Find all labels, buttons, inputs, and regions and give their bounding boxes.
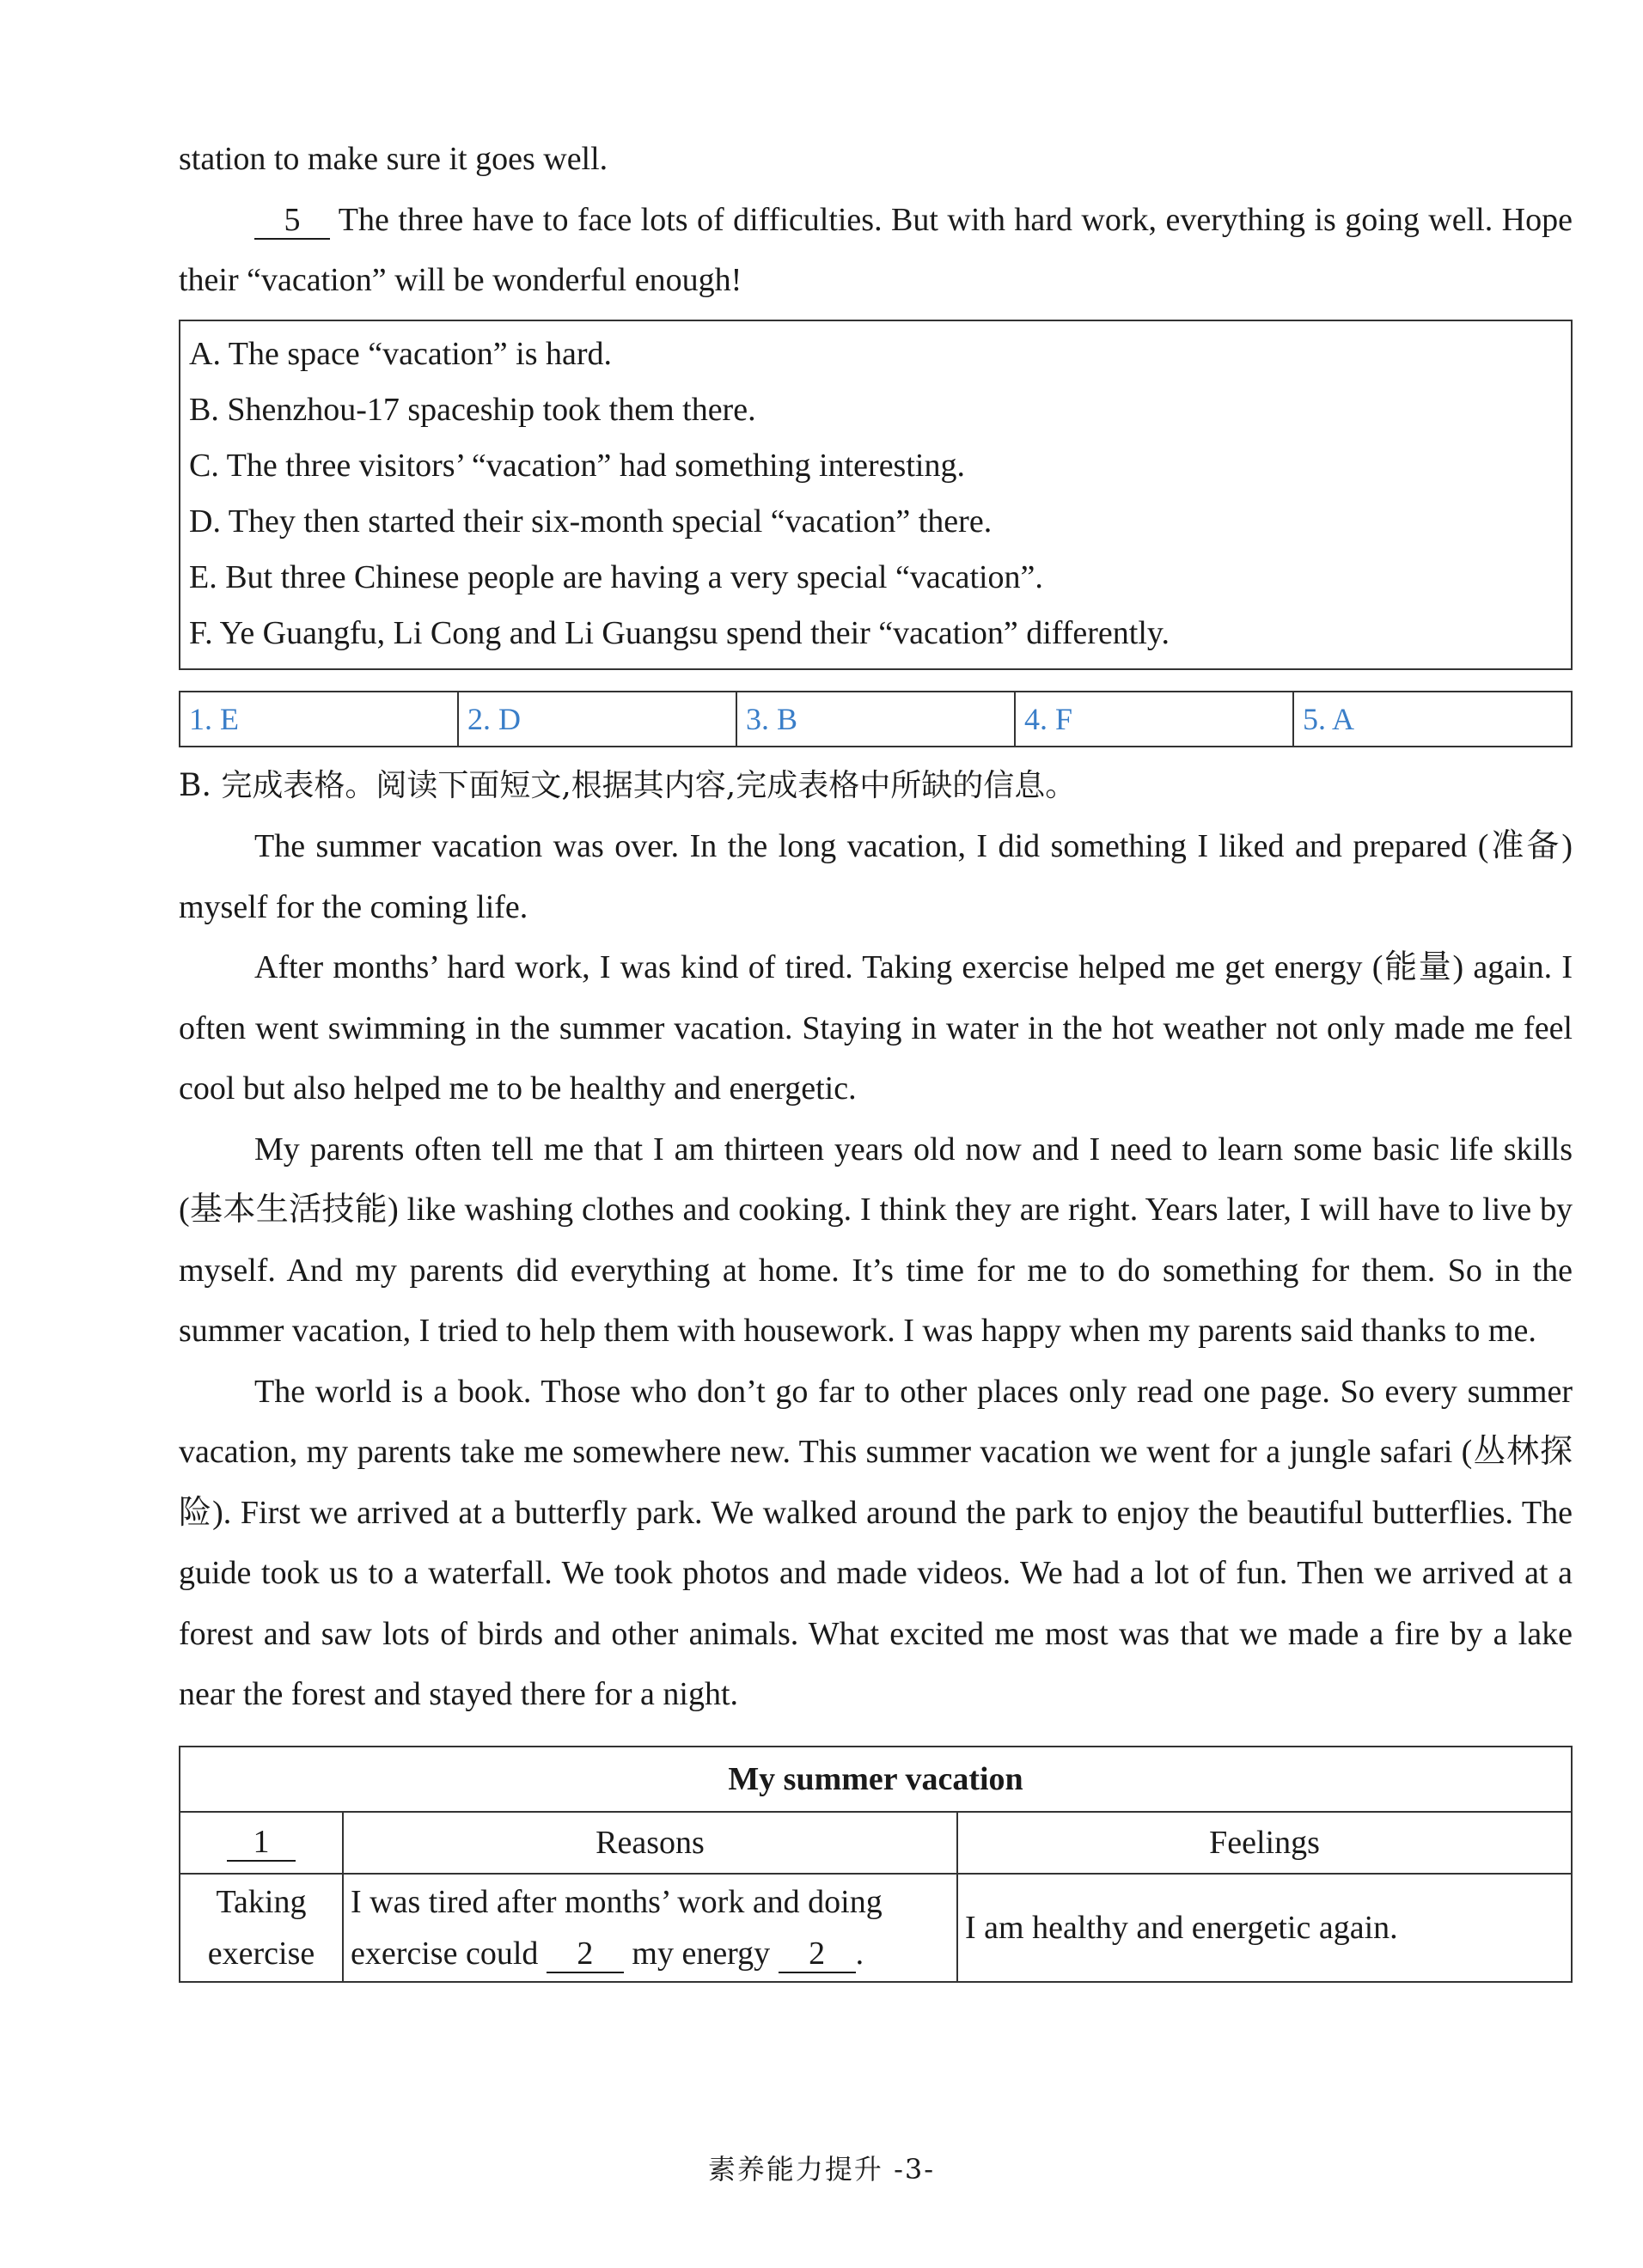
reason-text: . xyxy=(855,1935,864,1972)
answer-1: 1. E xyxy=(180,692,459,746)
option-b: B. Shenzhou-17 spaceship took them there. xyxy=(189,391,756,428)
reason-line-1: I was tired after months’ work and doing xyxy=(351,1883,883,1920)
answer-blank: 5 xyxy=(254,203,330,241)
page-footer: 素养能力提升 -3- xyxy=(707,2153,936,2186)
table-title-row xyxy=(180,1747,1572,1812)
activity-line-2: exercise xyxy=(207,1935,315,1972)
option-d: D. They then started their six-month special “vacation” there. xyxy=(189,503,993,540)
section-b-paragraph-2: After months’ hard work, I was kind of tired. Taking exercise helped me get energy (能量) again. I often went swimming in the summer vacation. Staying in water in the hot weather not only made me feel cool but also helped me to be healthy and energetic. xyxy=(179,949,1573,1107)
table-header-reasons: Reasons xyxy=(343,1812,957,1874)
answer-blank: 2 xyxy=(547,1936,624,1974)
answer-3: 3. B xyxy=(737,692,1016,746)
reason-text: my energy xyxy=(632,1935,771,1972)
activity-line-1: Taking xyxy=(216,1883,307,1920)
table-cell-reason xyxy=(343,1874,957,1982)
summer-vacation-table xyxy=(179,1746,1573,1983)
paragraph-text: The three have to face lots of difficulties. But with hard work, everything is going well. Hope their “vacation” will be wonderful enough! xyxy=(179,201,1573,298)
passage-line: station to make sure it goes well. xyxy=(179,141,608,177)
option-a: A. The space “vacation” is hard. xyxy=(189,335,613,372)
section-b-heading: B. 完成表格。阅读下面短文,根据其内容,完成表格中所缺的信息。 xyxy=(179,767,1077,803)
answer-5: 5. A xyxy=(1303,701,1355,736)
table-header-feelings: Feelings xyxy=(957,1812,1572,1874)
table-title: My summer vacation xyxy=(180,1747,1572,1812)
worksheet-page xyxy=(179,129,1573,1983)
answer-blank: 2 xyxy=(779,1936,856,1974)
reason-line-2 xyxy=(351,1928,956,1979)
passage-paragraph-5 xyxy=(179,190,1573,311)
section-b-paragraph-3: My parents often tell me that I am thirteen years old now and I need to learn some basic life skills (基本生活技能) like washing clothes and cooking. I think they are right. Years later, I will have to live by myself. And my parents did everything at home. It’s time for me to do something for them. So in the summer vacation, I tried to help them with housework. I was happy when my parents said thanks to me. xyxy=(179,1131,1573,1349)
table-cell-feeling: I am healthy and energetic again. xyxy=(957,1874,1572,1982)
section-b-paragraph-1: The summer vacation was over. In the long vacation, I did something I liked and prepared (准备) myself for the coming life. xyxy=(179,828,1573,925)
answer-key-row xyxy=(179,691,1573,747)
table-header-row xyxy=(180,1812,1572,1874)
answer-4: 4. F xyxy=(1016,692,1294,746)
table-header-blank-cell xyxy=(180,1812,343,1874)
section-b-paragraph-4: The world is a book. Those who don’t go far to other places only read one page. So every summer vacation, my parents take me somewhere new. This summer vacation we went for a jungle safari (丛林探险). First we arrived at a butterfly park. We walked around the park to enjoy the beautiful butterflies. The guide took us to a waterfall. We took photos and made videos. We had a lot of fun. Then we arrived at a forest and saw lots of birds and other animals. What excited me most was that we made a fire by a lake near the forest and stayed there for a night. xyxy=(179,1373,1573,1712)
option-c: C. The three visitors’ “vacation” had something interesting. xyxy=(189,447,965,484)
table-cell-activity xyxy=(180,1874,343,1982)
option-e: E. But three Chinese people are having a very special “vacation”. xyxy=(189,558,1043,595)
answer-2: 2. D xyxy=(459,692,737,746)
table-row xyxy=(180,1874,1572,1982)
answer-blank: 1 xyxy=(227,1825,296,1863)
options-box xyxy=(179,320,1573,670)
reason-text: exercise could xyxy=(351,1935,539,1972)
option-f: F. Ye Guangfu, Li Cong and Li Guangsu spend their “vacation” differently. xyxy=(189,614,1170,651)
